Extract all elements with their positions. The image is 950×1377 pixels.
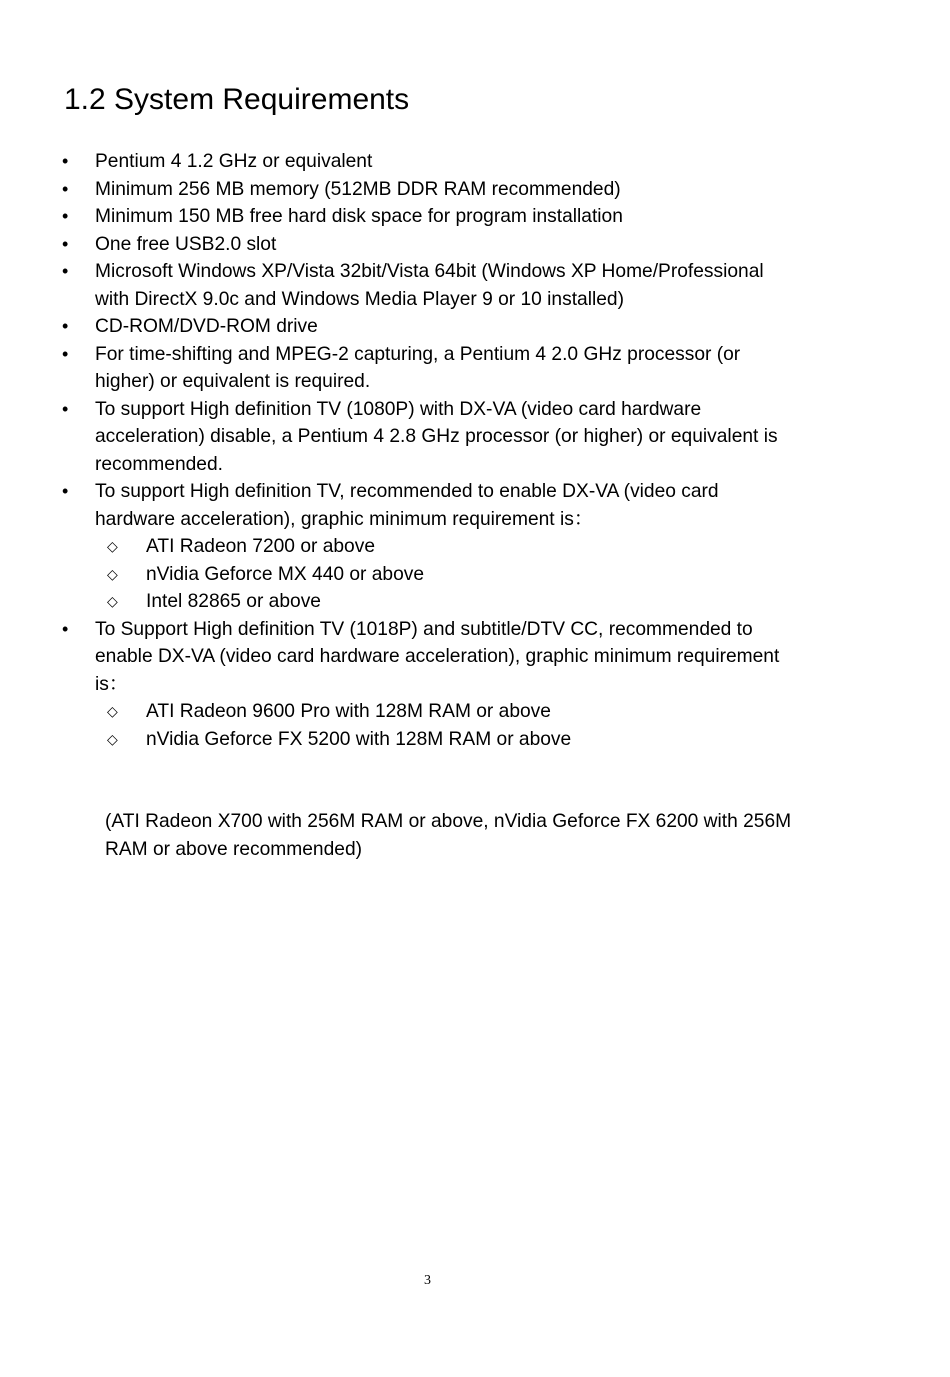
list-item (0, 203, 795, 231)
requirements-list (0, 148, 950, 753)
list-item (0, 148, 795, 176)
list-item-text: CD-ROM/DVD-ROM drive (95, 316, 318, 337)
sublist-item-text: ATI Radeon 9600 Pro with 128M RAM or above (146, 701, 551, 722)
sublist-item-text: nVidia Geforce MX 440 or above (146, 563, 425, 585)
diamond-bullet-icon: ◇ (107, 538, 118, 554)
sublist-item (107, 533, 795, 561)
bullet: • (62, 233, 69, 254)
bullet: • (62, 618, 69, 639)
list-item-text: One free USB2.0 slot (95, 233, 277, 255)
bullet: • (62, 343, 69, 364)
diamond-bullet-icon: ◇ (107, 565, 118, 582)
list-item-text: Pentium 4 1.2 GHz or equivalent (95, 151, 373, 172)
bullet: • (62, 261, 69, 281)
list-item (0, 396, 795, 479)
recommendation-note: (ATI Radeon X700 with 256M RAM or above, nVidia Geforce FX 6200 with 256M RAM or above recommended) (105, 811, 792, 860)
list-item-text: For time-shifting and MPEG-2 capturing, a Pentium 4 2.0 GHz processor (or higher) or equivalent is required. (95, 343, 741, 392)
diamond-bullet-icon: ◇ (107, 730, 118, 747)
list-item (0, 176, 795, 204)
sublist-item-text: ATI Radeon 7200 or above (146, 536, 375, 557)
list-item-text: To support High definition TV (1080P) with DX-VA (video card hardware acceleration) disable, a Pentium 4 2.8 GHz processor (or higher) or equivalent is recommended. (95, 398, 778, 475)
bullet: • (62, 206, 69, 226)
page-number: 3 (424, 1273, 431, 1288)
list-item-text: Minimum 150 MB free hard disk space for program installation (95, 206, 623, 227)
list-item-text: Microsoft Windows XP/Vista 32bit/Vista 64bit (Windows XP Home/Professional with DirectX 9.0c and Windows Media Player 9 or 10 installed) (95, 261, 764, 310)
bullet: • (62, 178, 69, 199)
sublist-item (107, 561, 795, 589)
bullet: • (62, 481, 69, 501)
list-item (0, 313, 795, 341)
sublist-item-text: nVidia Geforce FX 5200 with 128M RAM or above (146, 728, 572, 750)
list-item (0, 258, 795, 313)
sublist-item (107, 698, 795, 726)
sublist-item-text: Intel 82865 or above (146, 591, 321, 612)
gpu-sublist (95, 698, 795, 753)
gpu-sublist (95, 533, 795, 616)
bullet: • (62, 398, 69, 419)
list-item (0, 231, 795, 259)
list-item (0, 616, 795, 754)
list-item (0, 341, 795, 396)
section-heading: 1.2 System Requirements (64, 83, 410, 116)
sublist-item (107, 588, 795, 616)
sublist-item (107, 726, 795, 754)
list-item (0, 478, 795, 616)
bullet: • (62, 151, 69, 171)
diamond-bullet-icon: ◇ (107, 593, 118, 609)
list-item-text: To Support High definition TV (1018P) and subtitle/DTV CC, recommended to enable DX-VA (video card hardware acceleration), graphic minimum requirement is： (95, 618, 780, 695)
list-item-text: Minimum 256 MB memory (512MB DDR RAM recommended) (95, 178, 621, 200)
bullet: • (62, 316, 69, 336)
list-item-text: To support High definition TV, recommended to enable DX-VA (video card hardware acceleration), graphic minimum requirement is： (95, 481, 719, 530)
diamond-bullet-icon: ◇ (107, 703, 118, 719)
